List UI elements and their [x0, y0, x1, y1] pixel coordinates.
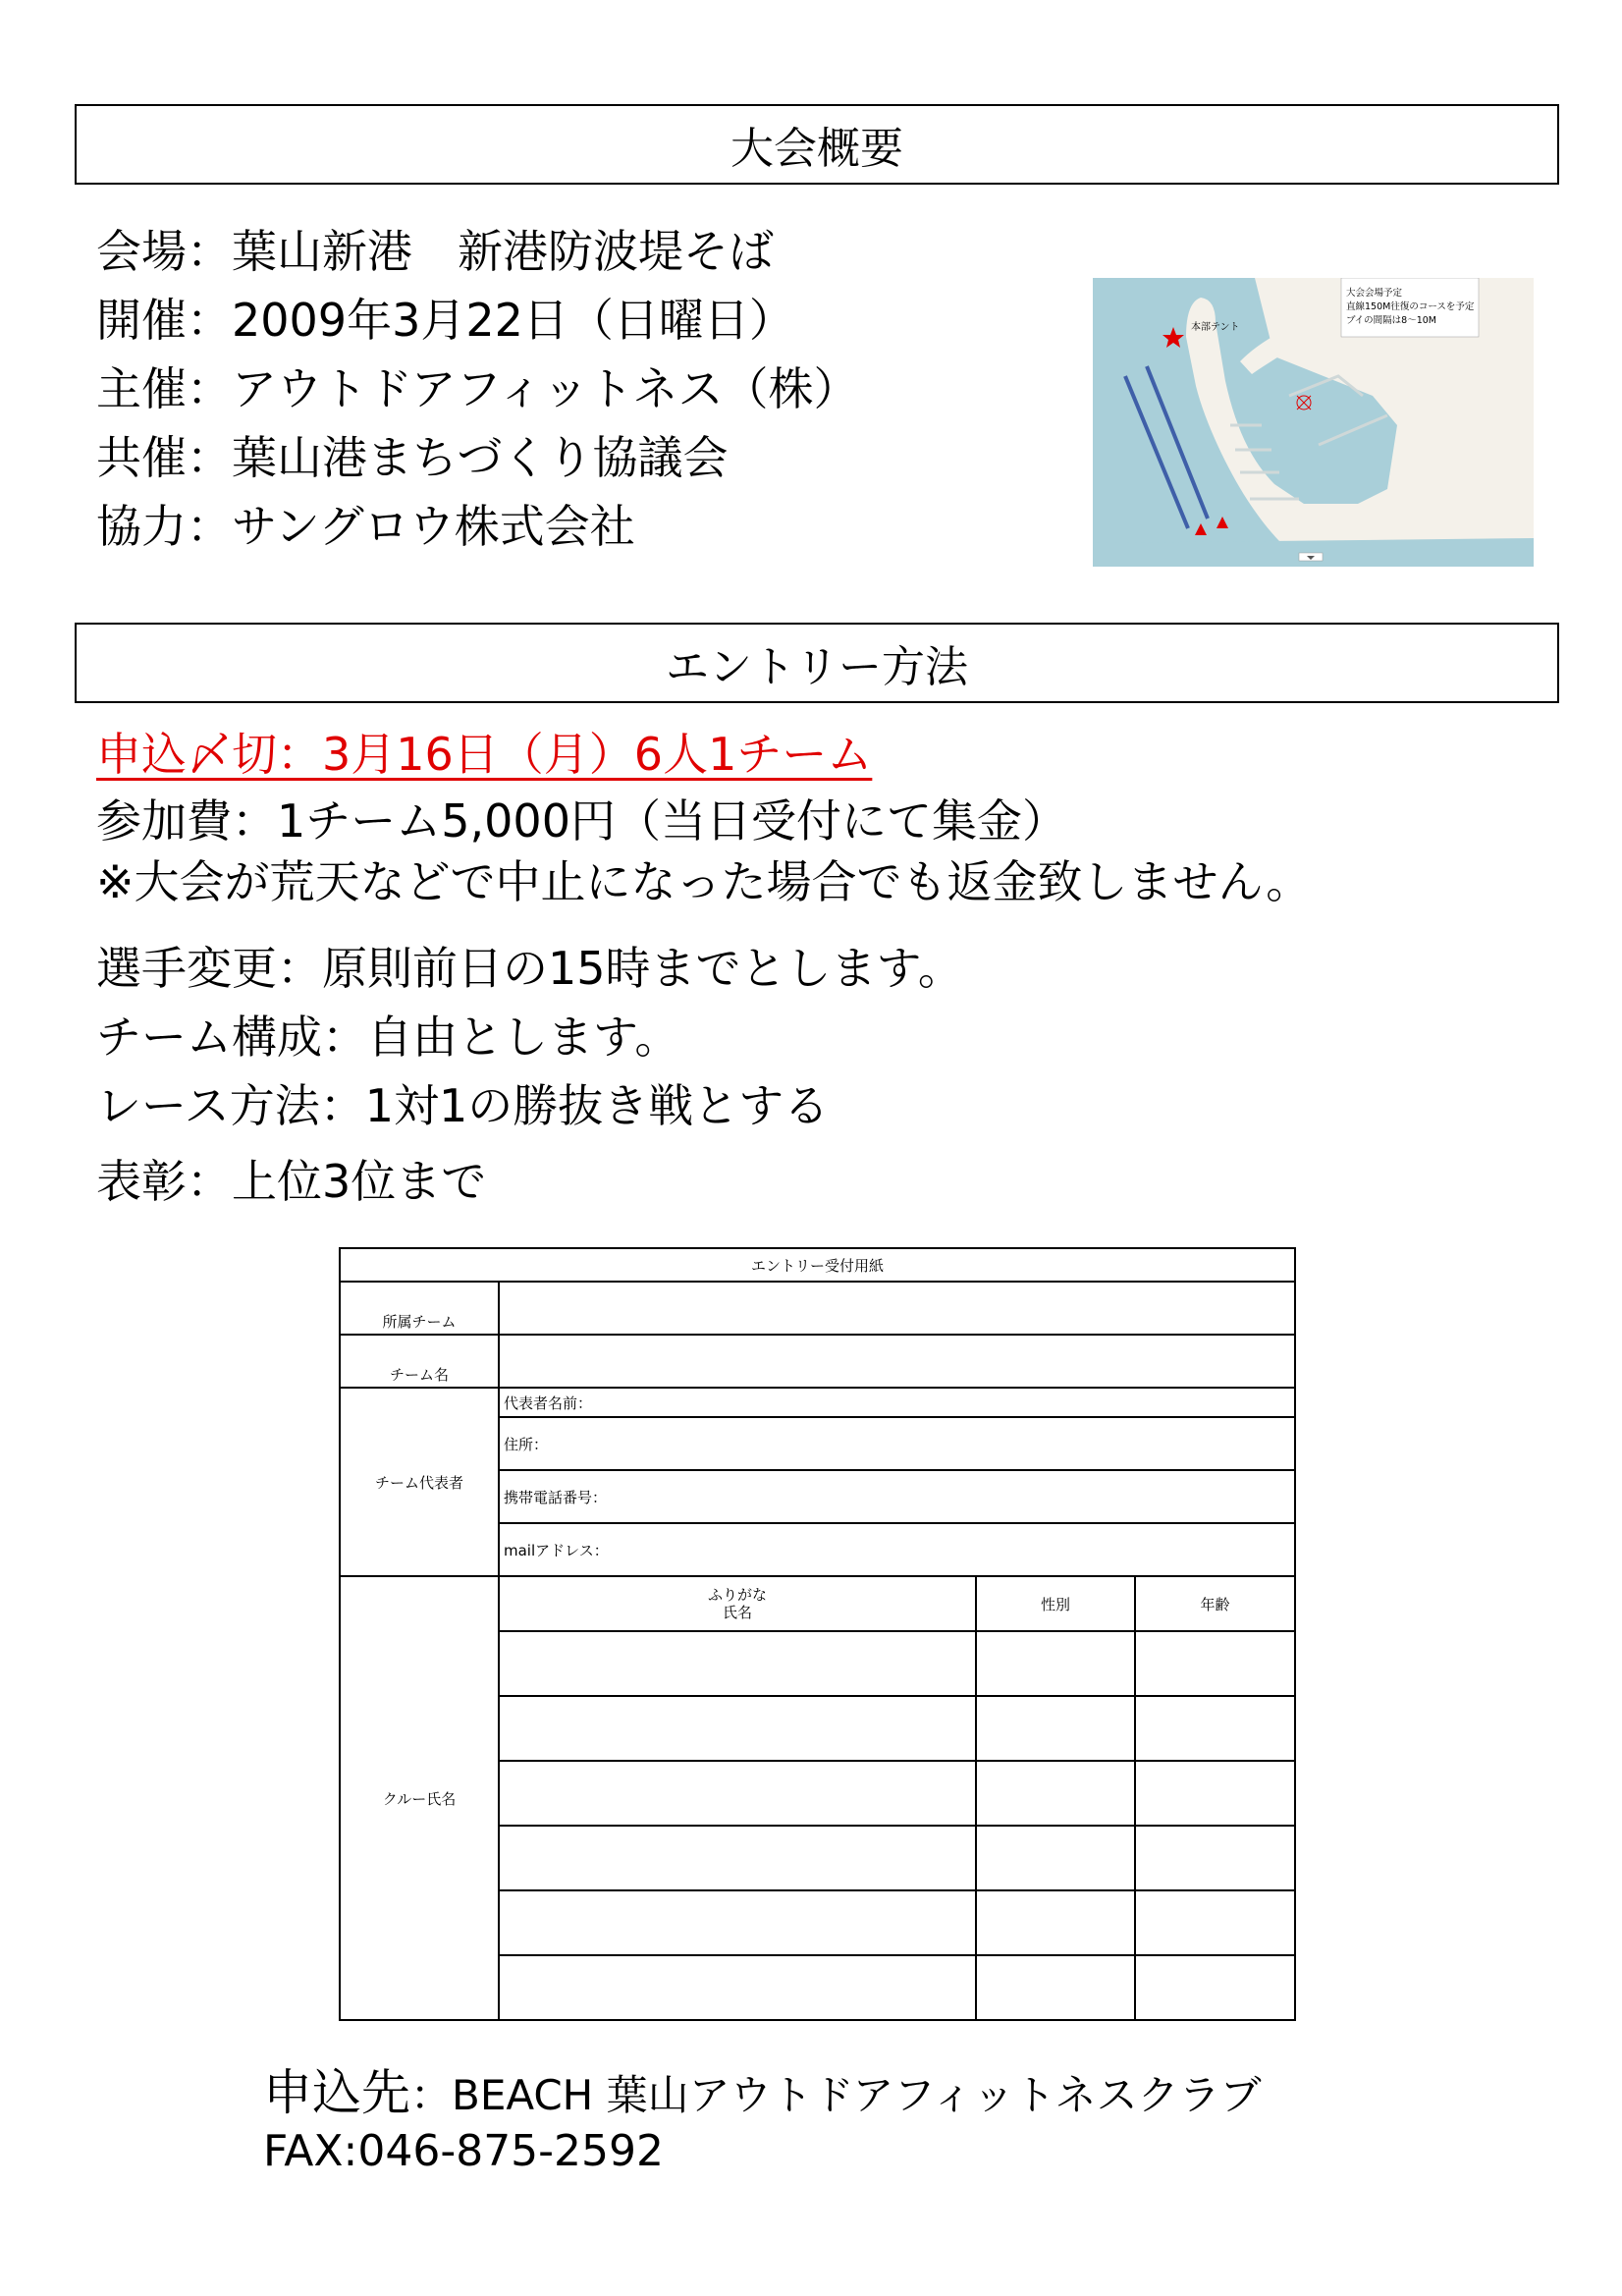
field-phone[interactable]: 携帯電話番号：	[499, 1470, 1295, 1523]
crew-age-cell[interactable]	[1135, 1890, 1295, 1955]
refund-note-line: ※大会が荒天などで中止になった場合でも返金致しません。	[96, 855, 1312, 908]
map-tent-label: 本部テント	[1191, 322, 1240, 333]
organizer-line: 主催：アウトドアフィットネス（株）	[96, 362, 859, 415]
crew-name-cell[interactable]	[499, 1826, 976, 1890]
crew-age-cell[interactable]	[1135, 1955, 1295, 2020]
header-name	[499, 1576, 976, 1631]
section-title-overview: 大会概要	[75, 104, 1559, 185]
label-team-name: チーム名	[340, 1335, 499, 1388]
deadline-line	[96, 728, 873, 781]
apply-label: 申込先	[263, 2064, 410, 2121]
label-crew: クルー氏名	[340, 1576, 499, 2020]
awards-line: 表彰：上位3位まで	[96, 1155, 487, 1208]
crew-name-cell[interactable]	[499, 1955, 976, 2020]
date-line: 開催：2009年3月22日（日曜日）	[96, 294, 794, 347]
fax-line: FAX:046-875-2592	[263, 2126, 665, 2176]
map-note-line-1: 大会会場予定	[1346, 288, 1403, 299]
race-method-line: レース方法：1対1の勝抜き戦とする	[96, 1079, 830, 1132]
map-note-line-2: 直線150M往復のコースを予定	[1346, 301, 1475, 312]
player-change-line: 選手変更：原則前日の15時までとします。	[96, 942, 963, 995]
crew-gender-cell[interactable]	[976, 1890, 1135, 1955]
venue-map	[1093, 278, 1534, 567]
input-team-affiliation[interactable]	[499, 1282, 1295, 1335]
section-title-entry: エントリー方法	[75, 623, 1559, 703]
header-furigana: ふりがな	[707, 1586, 767, 1604]
entry-form	[339, 1247, 1296, 2021]
crew-gender-cell[interactable]	[976, 1761, 1135, 1826]
cooperation-line: 協力：サングロウ株式会社	[96, 500, 635, 553]
field-email[interactable]: mailアドレス：	[499, 1523, 1295, 1576]
team-composition-line: チーム構成：自由とします。	[96, 1011, 680, 1064]
apply-destination: ：BEACH 葉山アウトドアフィットネスクラブ	[410, 2071, 1262, 2119]
crew-age-cell[interactable]	[1135, 1631, 1295, 1696]
fee-line: 参加費：1チーム5,000円（当日受付にて集金）	[96, 794, 1067, 847]
crew-name-cell[interactable]	[499, 1890, 976, 1955]
crew-age-cell[interactable]	[1135, 1826, 1295, 1890]
crew-age-cell[interactable]	[1135, 1696, 1295, 1761]
header-age: 年齢	[1135, 1576, 1295, 1631]
field-address[interactable]: 住所：	[499, 1417, 1295, 1470]
label-team-affiliation: 所属チーム	[340, 1282, 499, 1335]
crew-age-cell[interactable]	[1135, 1761, 1295, 1826]
crew-name-cell[interactable]	[499, 1761, 976, 1826]
input-team-name[interactable]	[499, 1335, 1295, 1388]
deadline-text: 申込〆切：3月16日（月）6人1チーム	[96, 728, 873, 781]
label-representative: チーム代表者	[340, 1388, 499, 1576]
header-name-text: 氏名	[722, 1604, 752, 1621]
header-gender: 性別	[976, 1576, 1135, 1631]
crew-name-cell[interactable]	[499, 1696, 976, 1761]
form-title: エントリー受付用紙	[340, 1248, 1295, 1282]
field-rep-name[interactable]: 代表者名前：	[499, 1388, 1295, 1417]
crew-name-cell[interactable]	[499, 1631, 976, 1696]
apply-to-line	[263, 2053, 1262, 2124]
co-organizer-line: 共催：葉山港まちづくり協議会	[96, 431, 729, 484]
crew-gender-cell[interactable]	[976, 1696, 1135, 1761]
map-note-line-3: ブイの間隔は8～10M	[1346, 315, 1436, 326]
crew-gender-cell[interactable]	[976, 1631, 1135, 1696]
crew-gender-cell[interactable]	[976, 1826, 1135, 1890]
venue-line: 会場：葉山新港 新港防波堤そば	[96, 225, 774, 278]
crew-gender-cell[interactable]	[976, 1955, 1135, 2020]
